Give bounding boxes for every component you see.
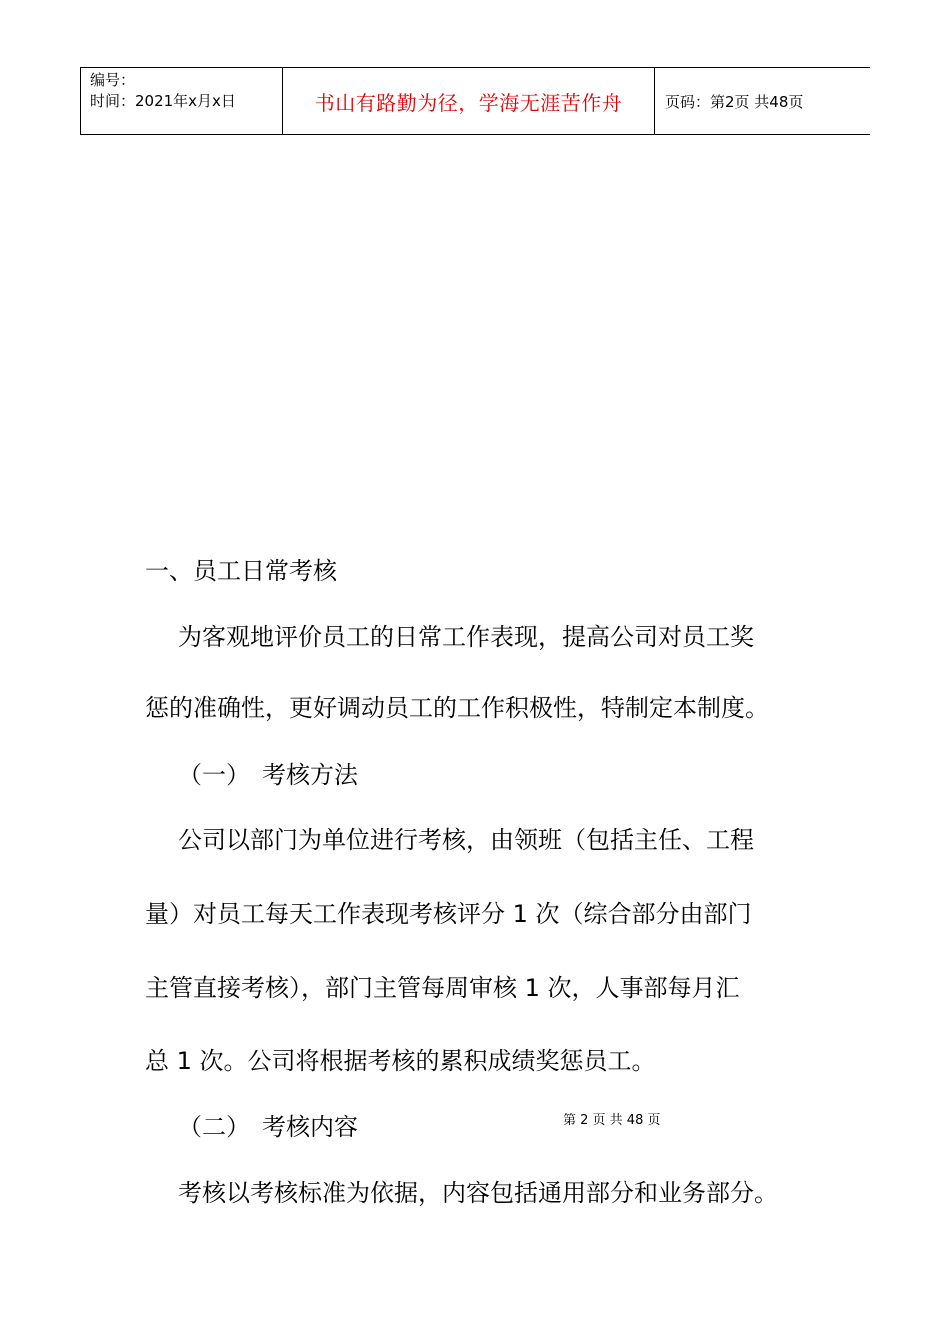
subsection-title: （一） 考核方法 — [178, 761, 358, 789]
header-page-info: 页码：第2页 共48页 — [665, 92, 804, 111]
header-meta — [90, 70, 236, 112]
document-header — [80, 67, 870, 135]
header-divider — [654, 68, 655, 134]
serial-label: 编号： — [90, 71, 136, 89]
page-footer: 第 2 页 共 48 页 — [563, 1113, 661, 1128]
paragraph-line: 考核以考核标准为依据，内容包括通用部分和业务部分。 — [178, 1179, 778, 1207]
paragraph-line: 主管直接考核），部门主管每周审核 1 次，人事部每月汇 — [145, 974, 740, 1002]
section-title: 一、员工日常考核 — [145, 557, 337, 585]
date-label: 时间：2021年x月x日 — [90, 92, 236, 110]
paragraph-line: 量）对员工每天工作表现考核评分 1 次（综合部分由部门 — [145, 900, 752, 928]
paragraph-line: 公司以部门为单位进行考核，由领班（包括主任、工程 — [178, 826, 754, 854]
paragraph-line: 总 1 次。公司将根据考核的累积成绩奖惩员工。 — [145, 1047, 656, 1075]
paragraph-line: 为客观地评价员工的日常工作表现，提高公司对员工奖 — [178, 623, 754, 651]
paragraph-line: 惩的准确性，更好调动员工的工作积极性，特制定本制度。 — [145, 694, 769, 722]
header-motto: 书山有路勤为径，学海无涯苦作舟 — [314, 90, 623, 115]
subsection-title: （二） 考核内容 — [178, 1113, 358, 1141]
